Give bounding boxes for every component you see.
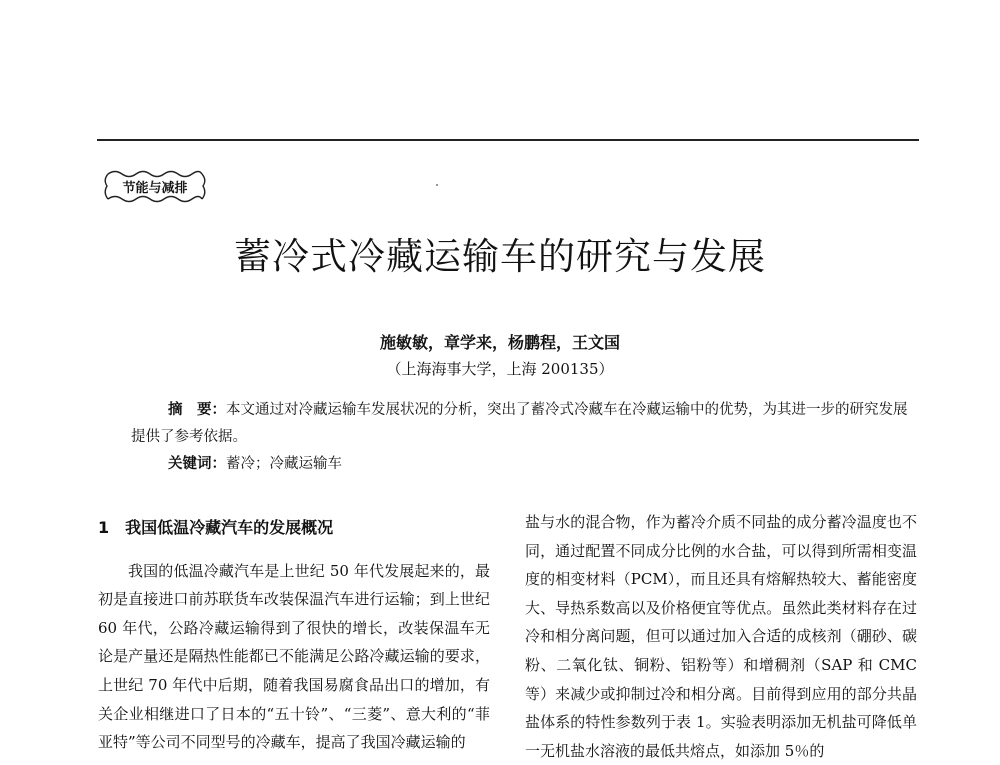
body-paragraph: 我国的低温冷藏汽车是上世纪 50 年代发展起来的，最初是直接进口前苏联货车改装保温汽车进行运输；到上世纪 60 年代，公路冷藏运输得到了很快的增长，改装保温车无论是产量还是隔热性能都已不能满足公路冷藏运输的要求，上世纪 70 年代中后期，随着我国易腐食品出口的增加，有关企业相继进口了日本的“五十铃”、“三菱”、意大利的“菲亚特”等公司不同型号的冷藏车，提高了我国冷藏运输的 — [98, 561, 490, 752]
left-column — [98, 508, 490, 757]
section-tag-label: 节能与减排 — [122, 181, 188, 196]
header-rule — [97, 139, 919, 141]
section-heading: 1 我国低温冷藏汽车的发展概况 — [98, 518, 334, 537]
keywords-line — [131, 451, 921, 478]
body-paragraph: 盐与水的混合物，作为蓄冷介质不同盐的成分蓄冷温度也不同，通过配置不同成分比例的水合盐，可以得到所需相变温度的相变材料（PCM），而且还具有熔解热较大、蓄能密度大、导热系数高以及价格便宜等优点。虽然此类材料存在过冷和相分离问题，但可以通过加入合适的成核剂（硼砂、碳粉、二氧化钛、铜粉、铝粉等）和增稠剂（SAP 和 CMC 等）来减少或抑制过冷和相分离。目前得到应用的部分共晶盐体系的特性参数列于表 1。实验表明添加无机盐可降低单一无机盐水溶液的最低共熔点，如添加 5％的 — [525, 513, 917, 760]
scan-speck — [436, 184, 438, 186]
abstract-text: 本文通过对冷藏运输车发展状况的分析，突出了蓄冷式冷藏车在冷藏运输中的优势，为其进一步的研究发展提供了参考依据。 — [131, 402, 908, 445]
keywords-text: 蓄冷；冷藏运输车 — [226, 456, 342, 472]
keywords-label: 关键词： — [168, 456, 226, 472]
section-tag — [102, 166, 208, 206]
abstract-block — [131, 397, 921, 478]
abstract-label: 摘 要： — [168, 402, 226, 418]
right-column — [525, 508, 917, 765]
paper-title: 蓄冷式冷藏运输车的研究与发展 — [234, 235, 766, 278]
author-list: 施敏敏，章学来，杨鹏程，王文国 — [379, 333, 620, 352]
abstract-paragraph — [131, 397, 921, 451]
affiliation: （上海海事大学，上海 200135） — [386, 360, 614, 378]
